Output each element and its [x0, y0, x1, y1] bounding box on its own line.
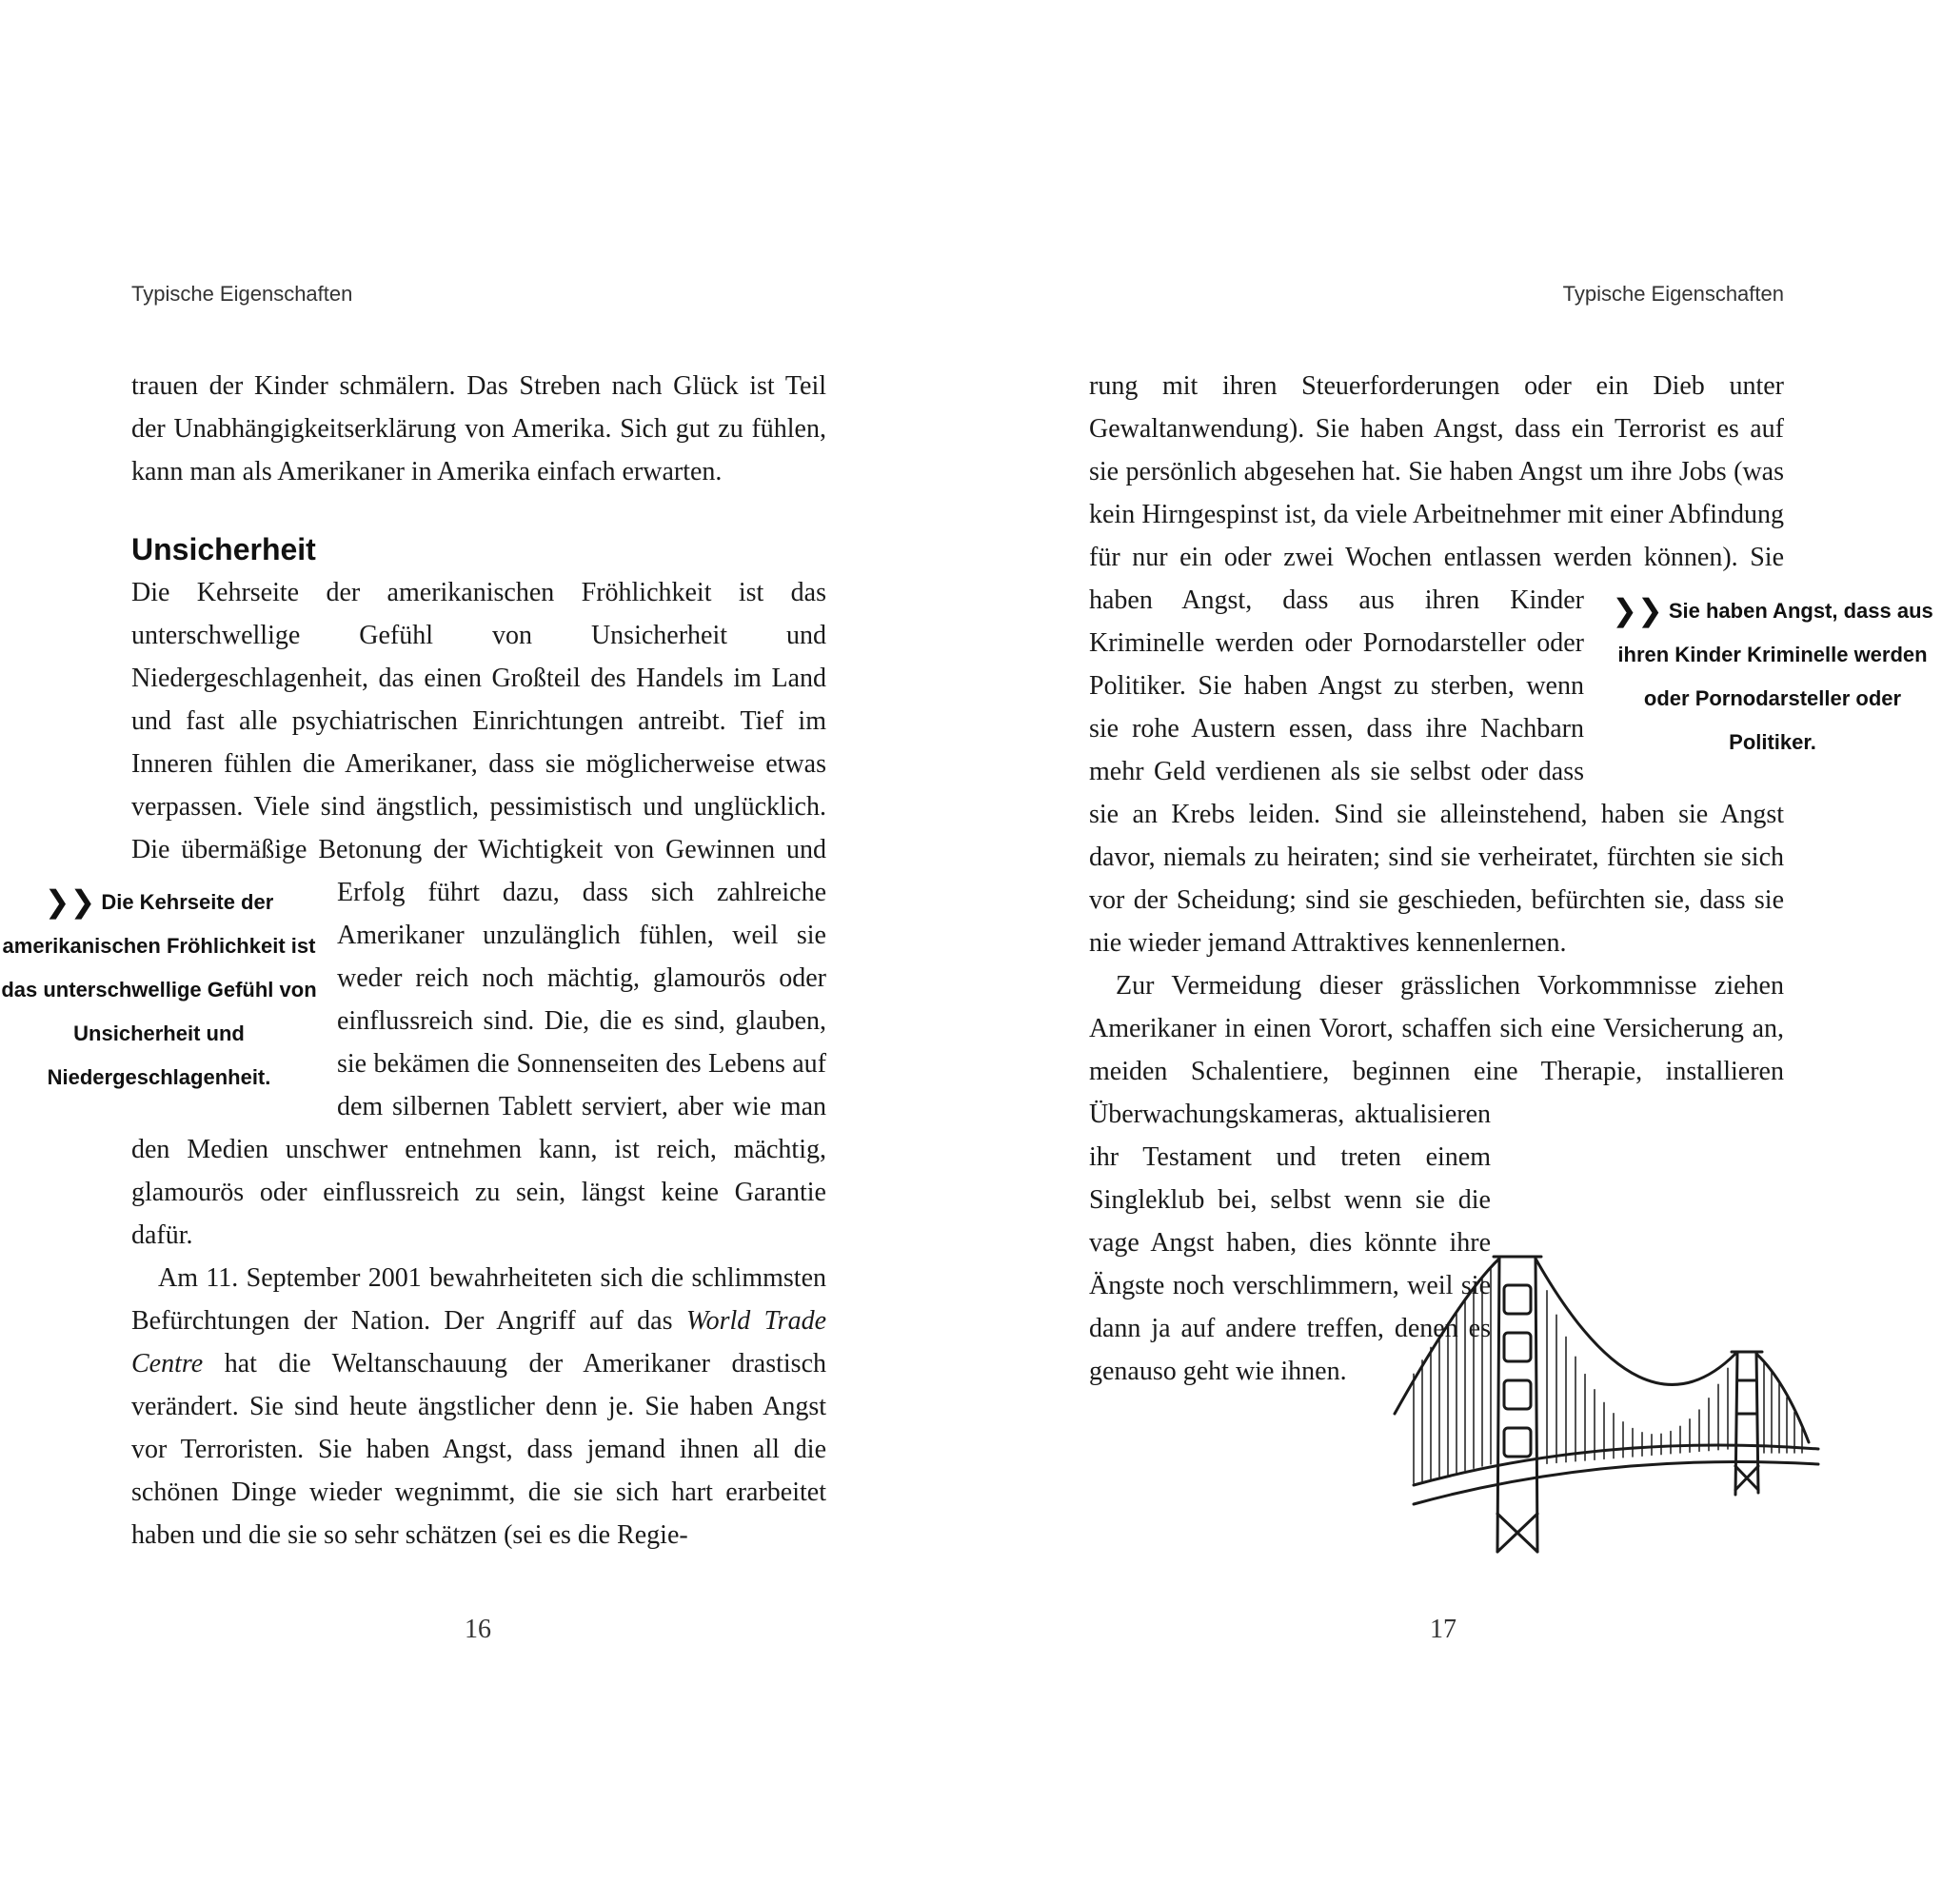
pull-quote-left	[1, 883, 317, 1089]
running-head-right: Typische Eigenschaften	[1562, 282, 1784, 306]
left-paragraph-1	[1, 571, 826, 1257]
golden-gate-bridge-icon	[1385, 1238, 1823, 1552]
left-paragraph-2-after: hat die Weltanschauung der Amerikaner drastisch verändert. Sie sind heute ängstlicher denn je. Sie haben Angst vor Terroristen. Sie haben Angst, dass jemand ihnen all die schönen Dinge wieder wegnimmt, die sie sich hart erarbeitet haben und die sie so sehr schätzen (sei es die Regie-	[131, 1349, 826, 1550]
page-number-left: 16	[465, 1615, 491, 1644]
right-paragraph-1-part-a: rung mit ihren Steuerforderungen oder ein Dieb unter Gewaltanwendung). Sie haben Angst, dass ein Terrorist es auf sie persönlich abgesehen hat. Sie haben Angst um ihre Jobs (was kein Hirngespinst ist, da viele Arbeitnehmer mit einer Abfindung für nur ein oder zwei Wochen entlassen werden	[1089, 371, 1784, 572]
left-paragraph-1-part-a: Die Kehrseite der amerikanischen Fröhlichkeit ist das unterschwellige Gefühl von Unsicherheit und Niedergeschlagenheit, das einen Großteil des Handels im Land und fast alle psychiatrischen Einrichtungen antreibt. Tief im Inneren fühlen die Amerikaner, dass sie möglicherweise etwas verpassen. Viele sind ängstlich, pessimistisch und unglücklich. Die übermäßige Betonung der Wichtigkeit von Gewinnen und Erfolg führt dazu, dass	[131, 578, 826, 907]
left-intro-paragraph: trauen der Kinder schmälern. Das Streben nach Glück ist Teil der Unabhängigkeitserklärung von Amerika. Sich gut zu fühlen, kann man als Amerikaner in Amerika einfach erwarten.	[131, 371, 826, 486]
left-page-text-column	[1, 365, 827, 1557]
right-paragraph-1-part-b: können). Sie haben Angst, dass aus ihren Kinder Kriminelle werden oder Pornodarsteller oder Politiker. Sie haben Angst zu sterben, wenn sie rohe Austern essen, dass ihre Nachbarn mehr Geld verdienen als sie selbst oder dass sie an Krebs leiden. Sind sie alleinstehend, haben sie Angst davor, niemals zu heiraten; sind sie verheiratet, fürchten sie sich vor der Scheidung; sind sie geschieden, befürchten sie, dass sie nie wieder jemand Attraktives kennenlernen.	[1089, 543, 1785, 958]
section-heading: Unsicherheit	[131, 532, 316, 566]
right-paragraph-2-part-a: Zur Vermeidung dieser grässlichen Vorkommnisse ziehen Amerikaner in einen Vorort, schaffen sich eine Versicherung an, meiden Schalentiere, beginnen eine Therapie, installieren Überwachungskameras, aktualisieren	[1089, 971, 1784, 1129]
double-chevron-icon: ❯❯	[44, 883, 96, 920]
left-paragraph-2	[131, 1257, 826, 1557]
page-number-right: 17	[1430, 1615, 1456, 1644]
bridge-sketch-lines	[1395, 1257, 1818, 1552]
pull-quote-right-box	[1603, 588, 1942, 760]
right-paragraph-1	[1089, 365, 1933, 964]
left-paragraph-1-part-b: sich zahlreiche Amerikaner unzulänglich fühlen, weil sie weder reich noch mächtig, glamourös oder einflussreich sind. Die, die es sind, glauben, sie bekämen die Sonnenseiten des Lebens auf dem silbernen Tablett serviert, aber wie man den Medien unschwer entnehmen kann, ist reich, mächtig, glamourös oder einflussreich zu sein, längst keine Garantie dafür.	[131, 878, 826, 1250]
right-paragraph-2-part-b: ihr Testament und treten einem Singleklub bei, selbst wenn sie die vage Angst haben, dies könnte ihre Ängste noch verschlimmern, weil sie dann ja auf andere treffen, denen es genauso geht wie ihnen.	[1089, 1142, 1491, 1386]
running-head-left: Typische Eigenschaften	[131, 282, 353, 306]
double-chevron-icon: ❯❯	[1612, 592, 1663, 628]
pull-quote-right-text: Sie haben Angst, dass aus ihren Kinder Kriminelle werden oder Pornodarsteller oder Politiker.	[1617, 599, 1933, 754]
pull-quote-right	[1612, 592, 1933, 754]
left-paragraph-2-before: Am 11. September 2001 bewahrheiteten sich die schlimmsten Befürchtungen der Nation. Der Angriff auf das	[131, 1263, 826, 1336]
pull-quote-left-text: Die Kehrseite der amerikanischen Fröhlichkeit ist das unterschwellige Gefühl von Unsicherheit und Niedergeschlagenheit.	[1, 890, 317, 1089]
pull-quote-left-box	[0, 880, 318, 1094]
world-trade-centre-italic: World Trade Centre	[131, 1306, 827, 1378]
